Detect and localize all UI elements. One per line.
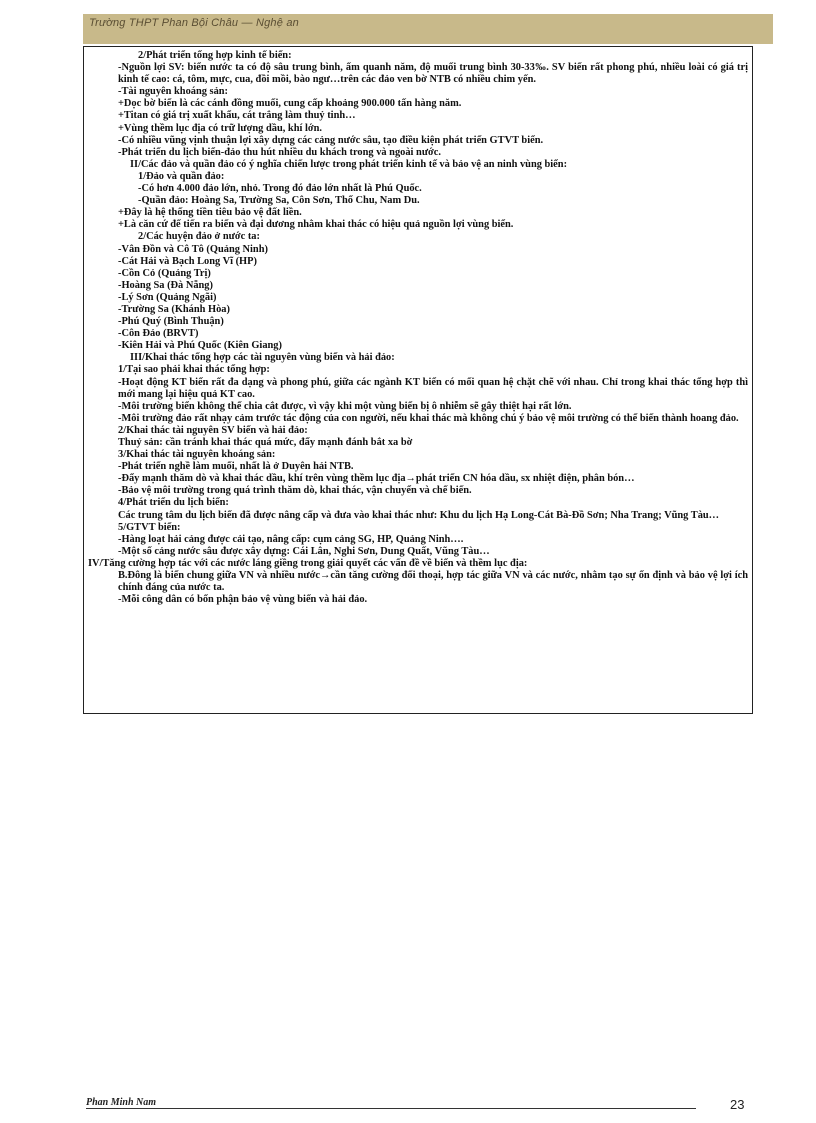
text-line: Các trung tâm du lịch biển đã được nâng cấp và đưa vào khai thác như: Khu du lịch Hạ Long-Cát Bà-Đồ Sơn; Nha Trang; Vũng Tàu… [118, 509, 720, 521]
text-line: -Vân Đồn và Cô Tô (Quảng Ninh) [118, 243, 268, 255]
header-text: Trường THPT Phan Bội Châu — Nghệ an [89, 17, 299, 29]
text-line: -Cát Hải và Bạch Long Vĩ (HP) [118, 255, 257, 267]
text-line: -Hoàng Sa (Đà Nẵng) [118, 279, 213, 291]
text-line: -Hàng loạt hải cảng được cải tạo, nâng cấp: cụm cảng SG, HP, Quảng Ninh…. [118, 533, 464, 545]
text-line: -Tài nguyên khoáng sản: [118, 86, 229, 98]
text-line: -Kiên Hải và Phú Quốc (Kiên Giang) [118, 340, 282, 352]
page-header [83, 14, 773, 44]
footer-author: Phan Minh Nam [86, 1097, 157, 1108]
text-line: -Mỗi công dân có bổn phận bảo vệ vùng biển và hải đảo. [118, 594, 368, 606]
text-line: -Có nhiều vũng vịnh thuận lợi xây dựng các cảng nước sâu, tạo điều kiện phát triển GTVT biển. [118, 134, 544, 146]
text-line: -Môi trường đảo rất nhạy cảm trước tác động của con người, nếu khai thác mà không chú ý bảo vệ môi trường có thể biến thành hoang đảo. [118, 412, 739, 424]
text-line: -Nguồn lợi SV: biển nước ta có độ sâu trung bình, ấm quanh năm, độ muối trung bình 30-33‰. SV biển rất phong phú, nhiều loài có giá trị kinh tế cao: cá, tôm, mực, cua, đồi mồi, bào ngư…trên các đảo ven bờ NTB có nhiều chim yến. [118, 62, 748, 86]
text-line: -Bảo vệ môi trường trong quá trình thăm dò, khai thác, vận chuyển và chế biến. [118, 485, 472, 497]
text-line: 5/GTVT biển: [118, 521, 181, 533]
text-line: II/Các đảo và quần đảo có ý nghĩa chiến lược trong phát triển kinh tế và bảo vệ an ninh vùng biển: [130, 158, 568, 170]
text-line: -Phát triển nghề làm muối, nhất là ở Duyên hải NTB. [118, 461, 354, 473]
text-line: -Cồn Cỏ (Quảng Trị) [118, 267, 211, 279]
text-line: +Đây là hệ thống tiền tiêu bảo vệ đất liền. [118, 207, 302, 219]
text-line: Thuỷ sản: cần tránh khai thác quá mức, đẩy mạnh đánh bắt xa bờ [118, 437, 413, 448]
text-line: -Côn Đảo (BRVT) [118, 328, 199, 340]
document-body [83, 46, 753, 714]
text-line: -Một số cảng nước sâu được xây dựng: Cái Lân, Nghi Sơn, Dung Quất, Vũng Tàu… [118, 545, 490, 557]
text-line: -Phú Quý (Bình Thuận) [118, 316, 224, 328]
text-line: +Vùng thềm lục địa có trữ lượng dầu, khí lớn. [118, 122, 322, 134]
text-line: -Phát triển du lịch biển-đảo thu hút nhiều du khách trong và ngoài nước. [118, 146, 442, 158]
text-line: -Trường Sa (Khánh Hòa) [118, 303, 230, 315]
text-line: -Có hơn 4.000 đảo lớn, nhỏ. Trong đó đảo lớn nhất là Phú Quốc. [138, 183, 422, 195]
text-line: +Dọc bờ biển là các cánh đồng muối, cung cấp khoảng 900.000 tấn hàng năm. [118, 98, 462, 110]
text-line: 2/Phát triển tổng hợp kinh tế biển: [138, 50, 292, 61]
text-line: IV/Tăng cường hợp tác với các nước láng giềng trong giải quyết các vấn đề về biển và thềm lục địa: [88, 557, 528, 569]
text-line: 2/Khai thác tài nguyên SV biển và hải đảo: [118, 424, 308, 436]
text-line: -Hoạt động KT biển rất đa dạng và phong phú, giữa các ngành KT biển có mối quan hệ chặt chẽ với nhau. Chỉ trong khai thác tổng hợp thì mới mang lại hiệu quả KT cao. [118, 376, 748, 400]
text-line: III/Khai thác tổng hợp các tài nguyên vùng biển và hải đảo: [130, 352, 395, 364]
text-line: -Quần đảo: Hoàng Sa, Trường Sa, Côn Sơn, Thổ Chu, Nam Du. [138, 195, 420, 207]
text-line: +Là căn cứ để tiến ra biển và đại dương nhằm khai thác có hiệu quả nguồn lợi vùng biển. [118, 219, 514, 231]
text-line: +Titan có giá trị xuất khẩu, cát trắng làm thuỷ tinh… [118, 110, 356, 122]
text-line: -Đẩy mạnh thăm dò và khai thác dầu, khí trên vùng thềm lục địa→phát triển CN hóa dầu, sx nhiệt điện, phân bón… [118, 473, 635, 485]
text-line: 1/Đảo và quần đảo: [138, 170, 225, 182]
text-line: 1/Tại sao phải khai thác tổng hợp: [118, 364, 270, 376]
footer-divider [86, 1108, 696, 1109]
text-line: -Môi trường biển không thể chia cắt được, vì vậy khi một vùng biển bị ô nhiễm sẽ gây thiệt hại rất lớn. [118, 400, 572, 412]
text-line: 4/Phát triển du lịch biển: [118, 497, 229, 509]
text-line: 3/Khai thác tài nguyên khoáng sản: [118, 449, 276, 461]
text-line: -Lý Sơn (Quảng Ngãi) [118, 291, 217, 303]
page-number: 23 [730, 1097, 745, 1112]
text-line: 2/Các huyện đảo ở nước ta: [138, 231, 260, 243]
text-line: B.Đông là biển chung giữa VN và nhiều nước→cần tăng cường đối thoại, hợp tác giữa VN và các nước, nhằm tạo sự ổn định và bảo vệ lợi ích chính đáng của nước ta. [118, 570, 748, 594]
